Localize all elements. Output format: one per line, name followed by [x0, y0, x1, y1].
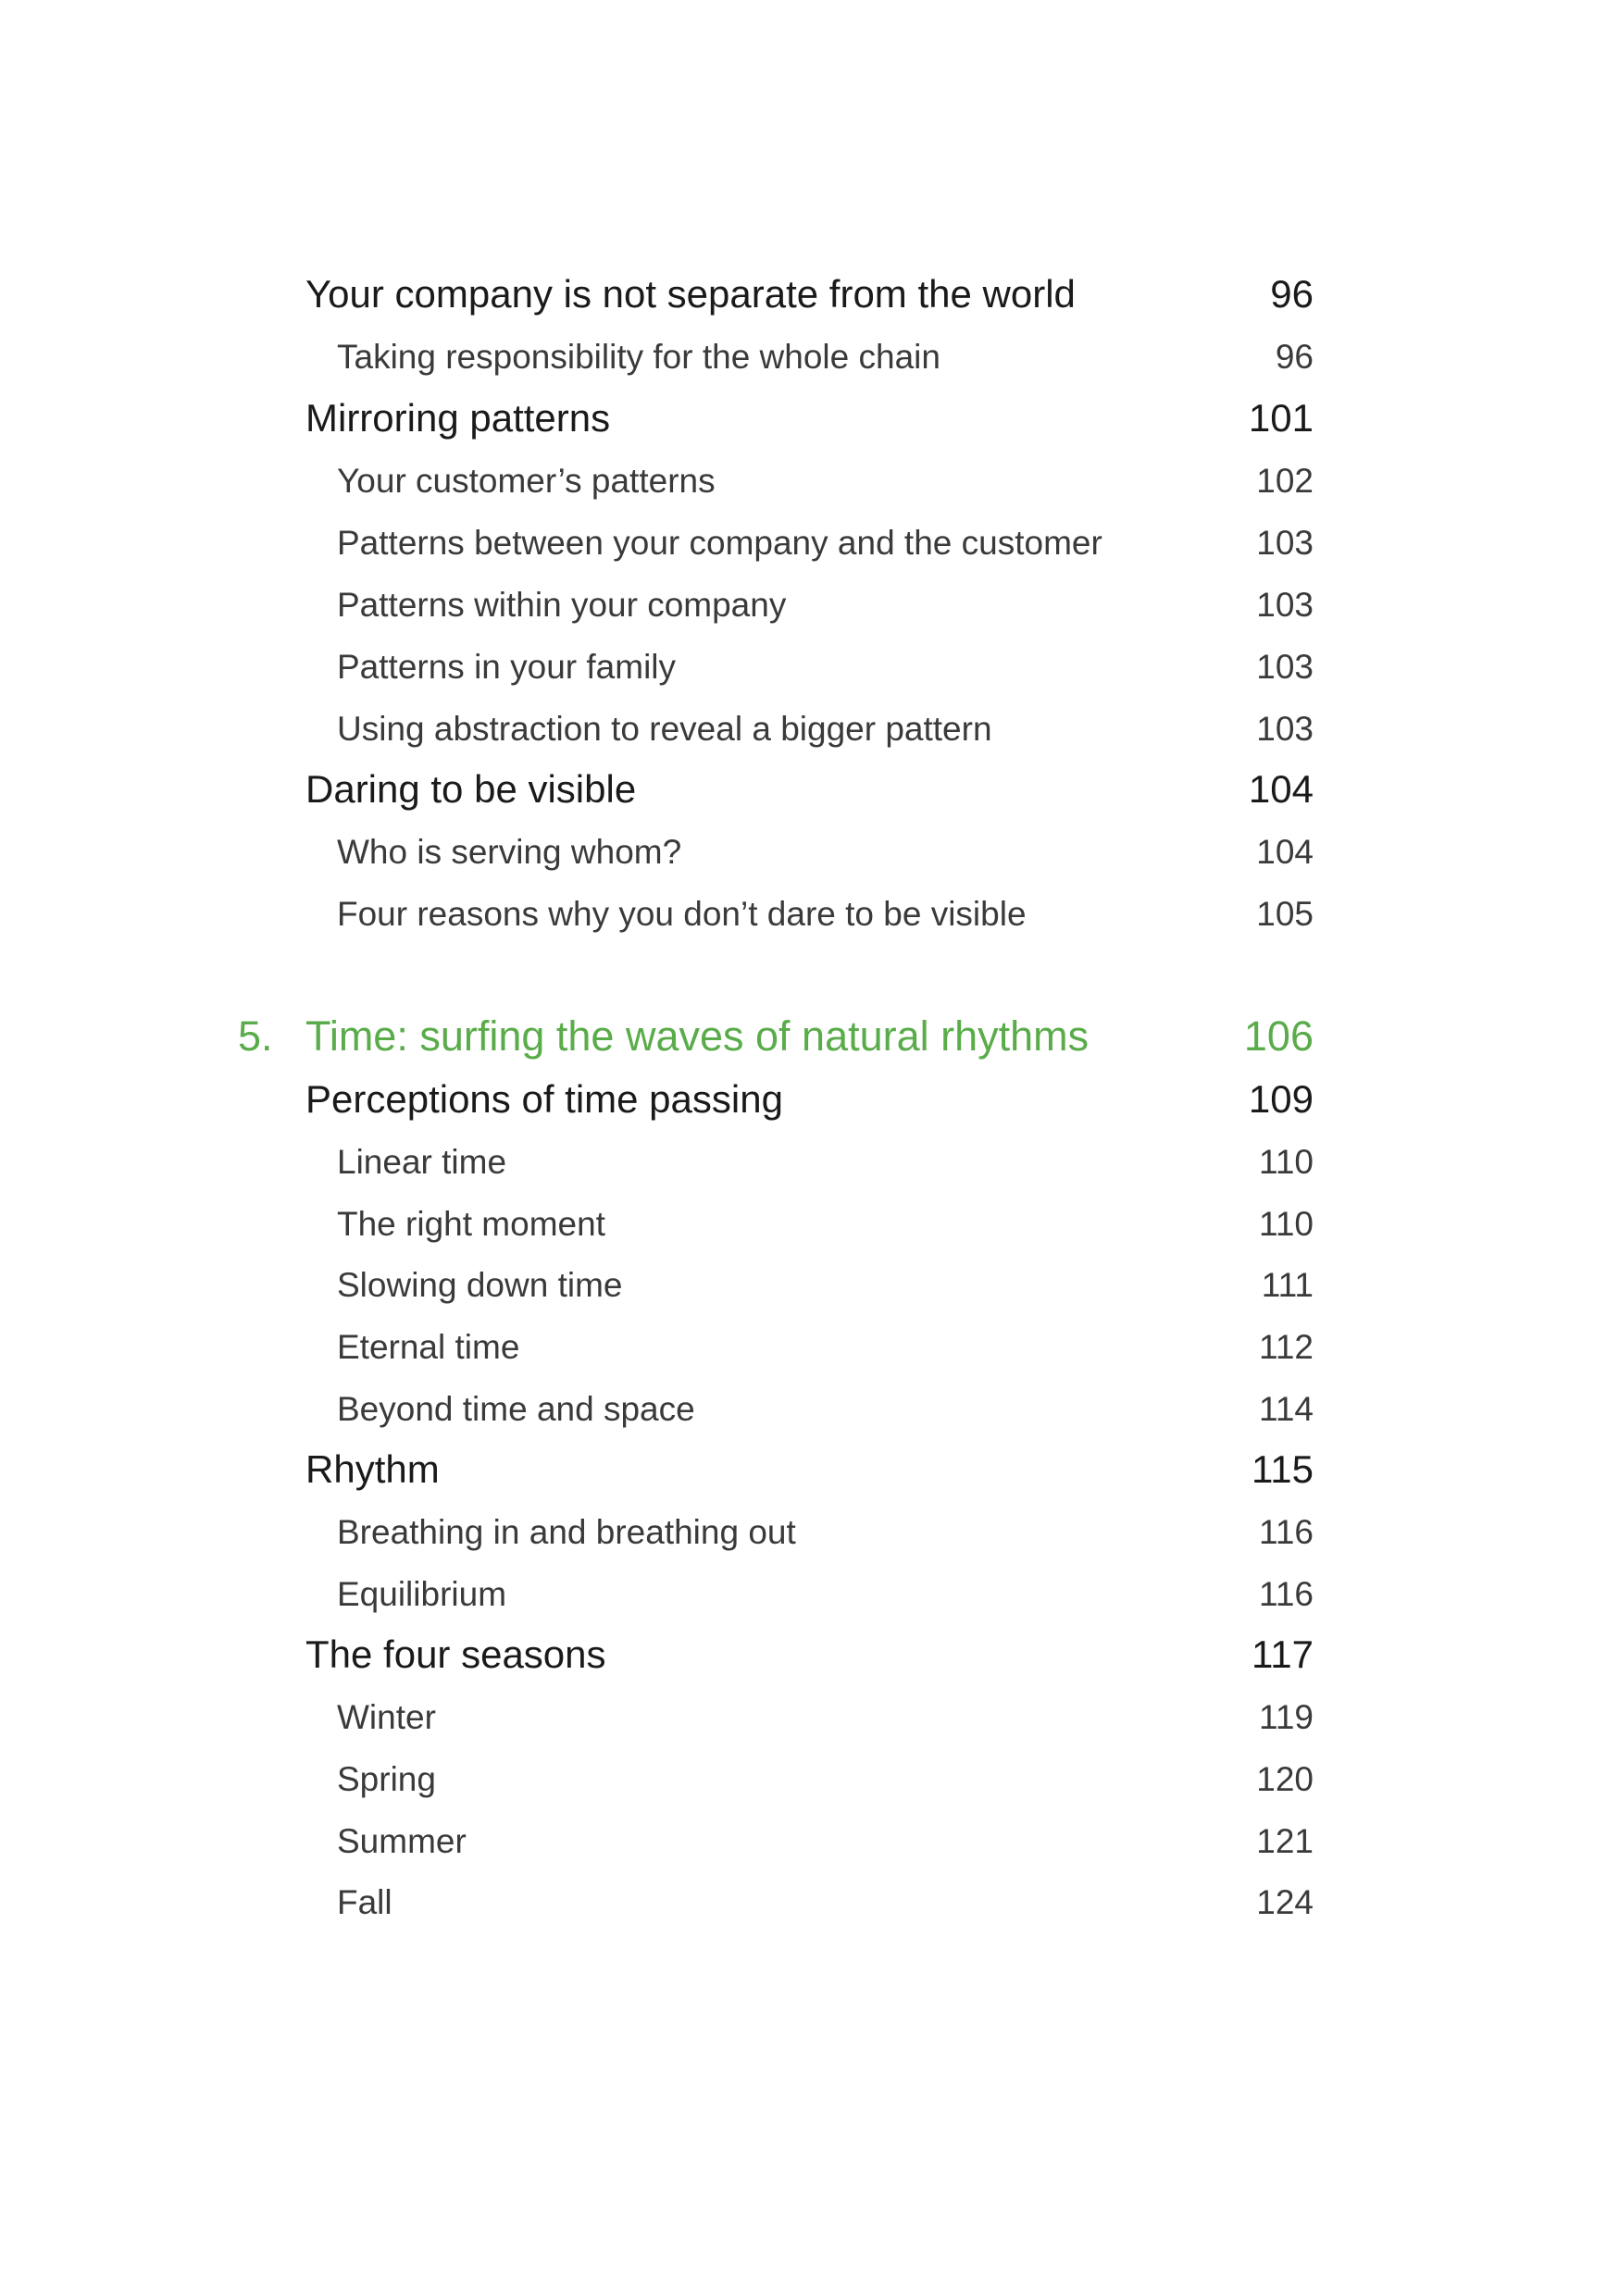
toc-entry-title: Winter [337, 1698, 436, 1736]
toc-entry-page: 116 [1259, 1513, 1314, 1551]
toc-entry-title: Daring to be visible [305, 767, 637, 811]
toc-entry-title: Slowing down time [337, 1266, 623, 1304]
toc-subsection-entry[interactable] [0, 1197, 1619, 1252]
toc-entry-page: 103 [1256, 710, 1314, 748]
toc-entry-title: Four reasons why you don’t dare to be visible [337, 895, 1027, 933]
toc-entry-title: Who is serving whom? [337, 833, 682, 871]
toc-entry-title: Breathing in and breathing out [337, 1513, 796, 1551]
toc-entry-page: 110 [1259, 1143, 1314, 1181]
toc-entry-page: 101 [1248, 396, 1314, 440]
toc-entry-title: Using abstraction to reveal a bigger pattern [337, 710, 992, 748]
toc-entry-title: Perceptions of time passing [305, 1077, 783, 1121]
toc-subsection-entry[interactable] [0, 1814, 1619, 1869]
toc-subsection-entry[interactable] [0, 1567, 1619, 1622]
toc-entry-title: Patterns between your company and the customer [337, 524, 1102, 562]
toc-entry-title: Rhythm [305, 1447, 440, 1491]
toc-entry-page: 104 [1256, 833, 1314, 871]
toc-entry-page: 96 [1270, 272, 1314, 316]
toc-entry-page: 103 [1256, 648, 1314, 686]
toc-entry-title: Beyond time and space [337, 1390, 695, 1428]
toc-entry-page: 112 [1259, 1328, 1314, 1366]
toc-section-entry[interactable] [0, 391, 1619, 446]
toc-entry-page: 115 [1252, 1447, 1314, 1491]
chapter-number: 5. [238, 1012, 273, 1060]
toc-entry-page: 104 [1248, 767, 1314, 811]
toc-entry-page: 121 [1256, 1822, 1314, 1860]
toc-entry-title: Fall [337, 1883, 392, 1921]
toc-entry-page: 114 [1259, 1390, 1314, 1428]
toc-subsection-entry[interactable] [0, 1258, 1619, 1313]
toc-subsection-entry[interactable] [0, 1382, 1619, 1437]
toc-chapter-entry[interactable] [0, 1009, 1619, 1064]
toc-subsection-entry[interactable] [0, 453, 1619, 509]
toc-subsection-entry[interactable] [0, 515, 1619, 571]
chapter-title: Time: surfing the waves of natural rhythms [305, 1012, 1090, 1060]
toc-entry-page: 105 [1256, 895, 1314, 933]
toc-entry-title: Mirroring patterns [305, 396, 611, 440]
toc-entry-page: 117 [1252, 1632, 1314, 1676]
toc-entry-title: Equilibrium [337, 1575, 507, 1613]
toc-entry-title: The four seasons [305, 1632, 606, 1676]
toc-entry-page: 103 [1256, 524, 1314, 562]
toc-subsection-entry[interactable] [0, 1505, 1619, 1560]
toc-subsection-entry[interactable] [0, 639, 1619, 695]
toc-entry-page: 96 [1275, 338, 1314, 376]
toc-section-entry[interactable] [0, 1072, 1619, 1127]
toc-entry-title: Patterns in your family [337, 648, 677, 686]
toc-entry-title: Taking responsibility for the whole chain [337, 338, 940, 376]
toc-entry-page: 102 [1256, 462, 1314, 500]
toc-entry-page: 116 [1259, 1575, 1314, 1613]
toc-subsection-entry[interactable] [0, 701, 1619, 757]
toc-section-entry[interactable] [0, 267, 1619, 322]
toc-subsection-entry[interactable] [0, 329, 1619, 385]
toc-entry-page: 110 [1259, 1205, 1314, 1243]
toc-subsection-entry[interactable] [0, 1320, 1619, 1375]
toc-section-entry[interactable] [0, 1627, 1619, 1682]
toc-entry-page: 119 [1259, 1698, 1314, 1736]
toc-entry-title: Linear time [337, 1143, 507, 1181]
toc-section-entry[interactable] [0, 1442, 1619, 1497]
toc-subsection-entry[interactable] [0, 1875, 1619, 1930]
toc-entry-title: Your customer’s patterns [337, 462, 716, 500]
toc-subsection-entry[interactable] [0, 1135, 1619, 1190]
toc-entry-title: Eternal time [337, 1328, 520, 1366]
toc-subsection-entry[interactable] [0, 825, 1619, 880]
toc-entry-title: Spring [337, 1760, 436, 1798]
toc-entry-title: The right moment [337, 1205, 605, 1243]
toc-entry-page: 124 [1256, 1883, 1314, 1921]
toc-entry-title: Patterns within your company [337, 586, 787, 624]
toc-subsection-entry[interactable] [0, 887, 1619, 942]
chapter-page: 106 [1243, 1012, 1314, 1060]
toc-entry-page: 109 [1248, 1077, 1314, 1121]
toc-subsection-entry[interactable] [0, 1752, 1619, 1807]
toc-section-entry[interactable] [0, 762, 1619, 817]
toc-subsection-entry[interactable] [0, 1690, 1619, 1745]
toc-entry-title: Your company is not separate from the world [305, 272, 1076, 316]
toc-entry-title: Summer [337, 1822, 467, 1860]
toc-subsection-entry[interactable] [0, 577, 1619, 633]
toc-entry-page: 120 [1256, 1760, 1314, 1798]
toc-entry-page: 111 [1261, 1266, 1314, 1304]
toc-entry-page: 103 [1256, 586, 1314, 624]
